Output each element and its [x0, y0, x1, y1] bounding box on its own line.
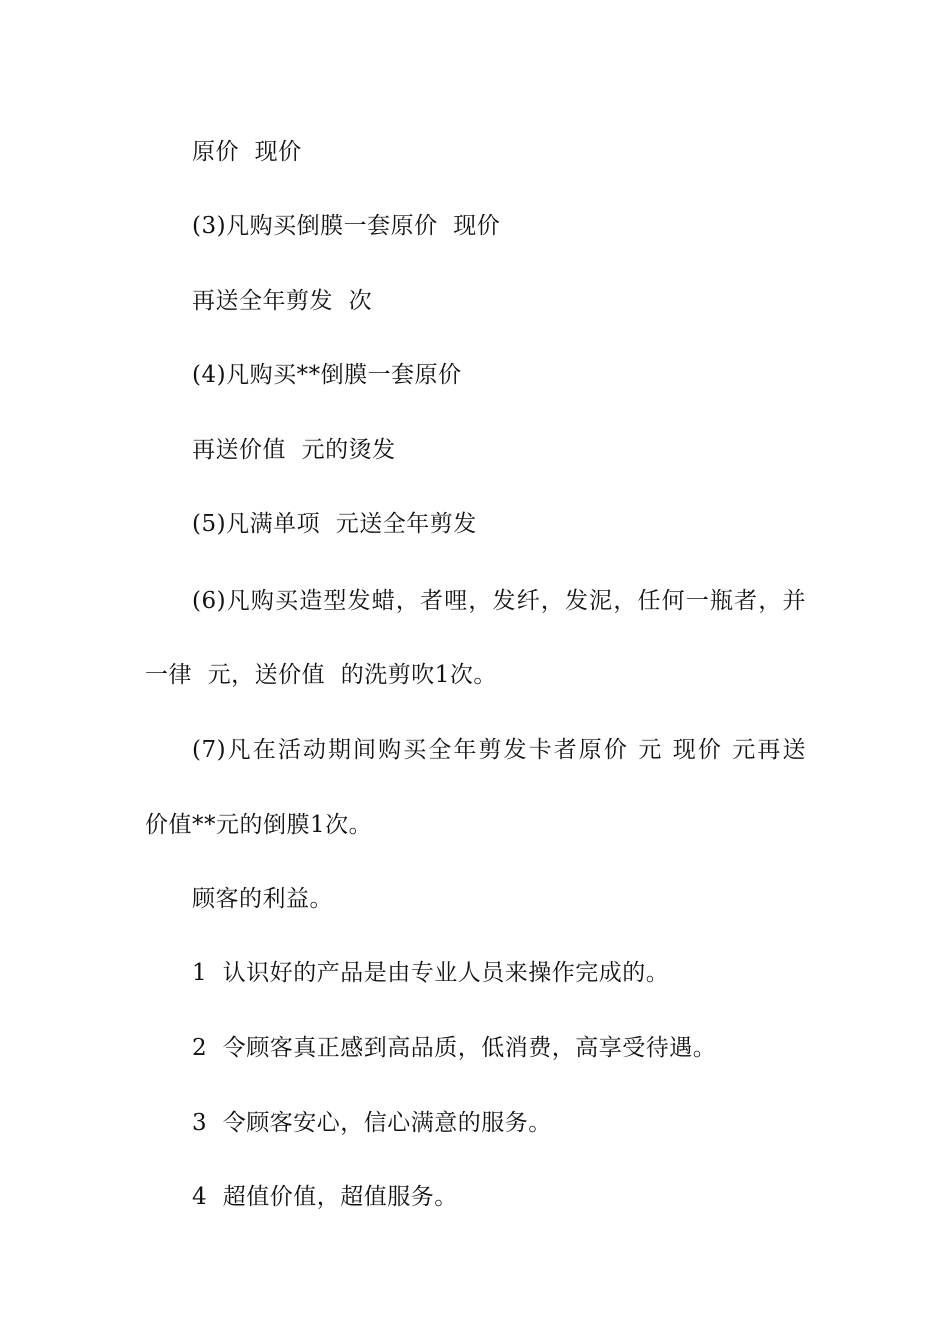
paragraph-line-6: (5)凡满单项 元送全年剪发 — [192, 511, 477, 537]
paragraph-line-2: (3)凡购买倒膜一套原价 现价 — [192, 213, 501, 239]
paragraph-line-8: 一律 元，送价值 的洗剪吹1次。 — [145, 662, 497, 688]
list-item-4: 4 超值价值，超值服务。 — [192, 1184, 458, 1210]
list-item-3: 3 令顾客安心，信心满意的服务。 — [192, 1110, 552, 1136]
paragraph-line-4: (4)凡购买**倒膜一套原价 — [192, 362, 462, 388]
paragraph-line-9: (7)凡在活动期间购买全年剪发卡者原价 元 现价 元再送 — [192, 737, 806, 763]
paragraph-line-5: 再送价值 元的烫发 — [192, 437, 396, 463]
list-item-2: 2 令顾客真正感到高品质，低消费，高享受待遇。 — [192, 1035, 717, 1061]
paragraph-line-7: (6)凡购买造型发蜡，者哩，发纤，发泥，任何一瓶者，并 — [192, 588, 806, 614]
paragraph-line-1: 原价 现价 — [192, 139, 302, 165]
section-heading: 顾客的利益。 — [192, 886, 333, 912]
paragraph-line-3: 再送全年剪发 次 — [192, 288, 373, 314]
paragraph-line-10: 价值**元的倒膜1次。 — [145, 812, 373, 838]
list-item-1: 1 认识好的产品是由专业人员来操作完成的。 — [192, 960, 670, 986]
